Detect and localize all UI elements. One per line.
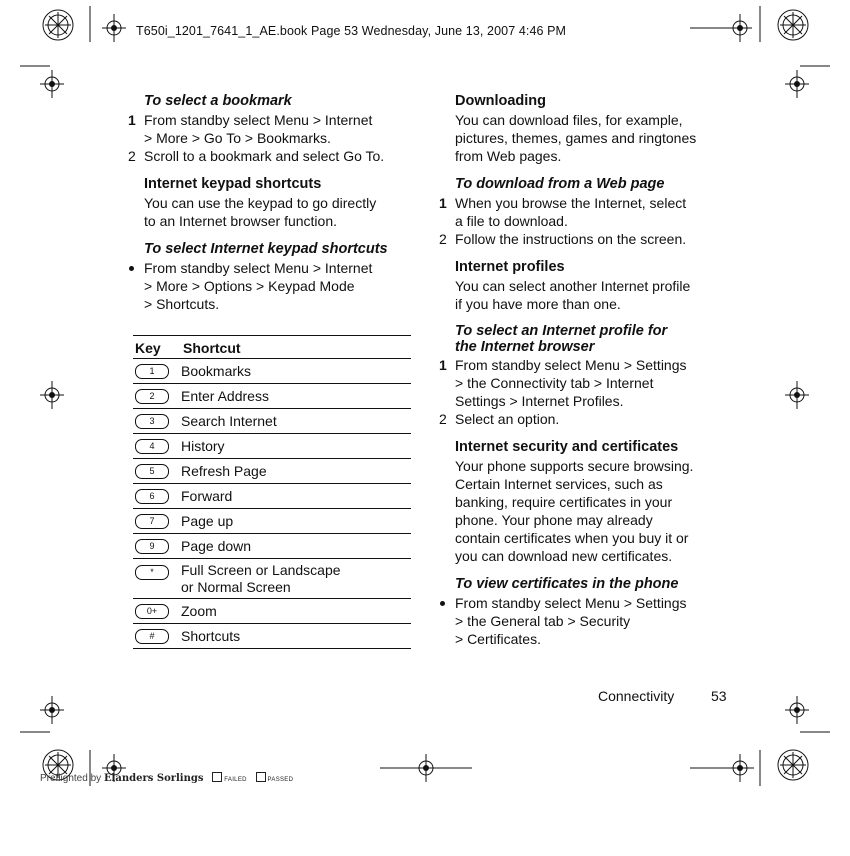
internet-profiles-text: You can select another Internet profile <box>455 278 691 294</box>
key-star-icon: * <box>135 565 169 580</box>
table-row <box>133 599 411 624</box>
security-text: banking, require certificates in your <box>455 494 673 510</box>
file-info-header: T650i_1201_7641_1_AE.book Page 53 Wednesday, June 13, 2007 4:46 PM <box>136 24 567 38</box>
select-keypad-shortcuts-step <box>128 259 418 313</box>
key-hash-icon: # <box>135 629 169 644</box>
key-7-icon: 7 <box>135 514 169 529</box>
shortcut-cell: Zoom <box>181 599 411 624</box>
keypad-shortcuts-text: to an Internet browser function. <box>144 213 337 229</box>
downloading-text: from Web pages. <box>455 148 562 164</box>
shortcut-text: or Normal Screen <box>181 579 291 595</box>
left-column <box>128 92 418 313</box>
internet-profiles-text: if you have more than one. <box>455 296 621 312</box>
failed-label: FAILED <box>224 777 247 783</box>
table-row <box>133 384 411 409</box>
download-web-heading: To download from a Web page <box>455 176 665 192</box>
select-bookmark-heading: To select a bookmark <box>144 93 292 109</box>
shortcut-cell: Search Internet <box>181 409 411 434</box>
key-9-icon: 9 <box>135 539 169 554</box>
step-text: > Shortcuts. <box>144 296 220 312</box>
step-number: 1 <box>439 195 447 211</box>
downloading-heading: Downloading <box>455 93 547 109</box>
security-text: Your phone supports secure browsing. <box>455 458 694 474</box>
table-row <box>133 559 411 599</box>
key-5-icon: 5 <box>135 464 169 479</box>
step-text: Settings > Internet Profiles. <box>455 393 624 409</box>
keypad-shortcuts-text: You can use the keypad to go directly <box>144 195 377 211</box>
passed-checkbox-icon <box>256 772 266 782</box>
shortcut-cell: Forward <box>181 484 411 509</box>
shortcut-cell: Page up <box>181 509 411 534</box>
select-profile-step-1 <box>439 356 739 410</box>
select-profile-heading: To select an Internet profile for <box>455 323 668 339</box>
view-certificates-heading: To view certificates in the phone <box>455 576 679 592</box>
view-certificates-step <box>439 594 739 648</box>
step-text: When you browse the Internet, select <box>455 195 687 211</box>
step-number: 2 <box>128 148 136 164</box>
shortcut-cell: Bookmarks <box>181 359 411 384</box>
step-number: 1 <box>439 357 447 373</box>
download-web-step-1 <box>439 194 739 230</box>
step-text: Follow the instructions on the screen. <box>455 231 687 247</box>
passed-label: PASSED <box>267 777 294 783</box>
select-keypad-shortcuts-heading: To select Internet keypad shortcuts <box>144 241 388 257</box>
key-2-icon: 2 <box>135 389 169 404</box>
download-web-step-2 <box>439 230 739 248</box>
step-text: From standby select Menu > Settings <box>455 595 687 611</box>
preflight-stamp <box>40 772 293 784</box>
step-text: > More > Go To > Bookmarks. <box>144 130 331 146</box>
preflight-text: Preflighted by <box>40 773 102 784</box>
step-text: a file to download. <box>455 213 568 229</box>
table-row <box>133 484 411 509</box>
internet-profiles-heading: Internet profiles <box>455 259 565 275</box>
shortcut-table <box>133 335 411 649</box>
key-1-icon: 1 <box>135 364 169 379</box>
step-text: > More > Options > Keypad Mode <box>144 278 355 294</box>
select-bookmark-step-2 <box>128 147 418 165</box>
shortcut-cell: Enter Address <box>181 384 411 409</box>
key-0-icon: 0+ <box>135 604 169 619</box>
page-number: 53 <box>711 688 727 704</box>
select-profile-heading-line2: the Internet browser <box>455 339 595 355</box>
step-text: From standby select Menu > Settings <box>455 357 687 373</box>
bullet-icon <box>440 601 445 606</box>
column-header-shortcut: Shortcut <box>181 336 411 359</box>
security-text: contain certificates when you buy it or <box>455 530 689 546</box>
right-column <box>439 92 739 648</box>
table-header-row <box>133 336 411 359</box>
step-text: From standby select Menu > Internet <box>144 112 373 128</box>
bullet-icon <box>129 266 134 271</box>
shortcut-cell: Page down <box>181 534 411 559</box>
select-bookmark-step-1 <box>128 111 418 147</box>
step-number: 2 <box>439 411 447 427</box>
shortcut-cell: Shortcuts <box>181 624 411 649</box>
security-text: you can download new certificates. <box>455 548 673 564</box>
key-4-icon: 4 <box>135 439 169 454</box>
section-name: Connectivity <box>598 688 675 704</box>
step-text: From standby select Menu > Internet <box>144 260 373 276</box>
column-header-key: Key <box>133 336 181 359</box>
shortcut-cell: History <box>181 434 411 459</box>
table-row <box>133 624 411 649</box>
failed-checkbox-icon <box>212 772 222 782</box>
table-row <box>133 359 411 384</box>
key-3-icon: 3 <box>135 414 169 429</box>
security-heading: Internet security and certificates <box>455 439 679 455</box>
elanders-logo: Elanders Sorlings <box>103 773 204 784</box>
step-number: 1 <box>128 112 136 128</box>
downloading-text: pictures, themes, games and ringtones <box>455 130 697 146</box>
step-number: 2 <box>439 231 447 247</box>
step-text: > the Connectivity tab > Internet <box>455 375 654 391</box>
shortcut-text: Full Screen or Landscape <box>181 562 341 578</box>
shortcut-cell: Refresh Page <box>181 459 411 484</box>
table-row <box>133 509 411 534</box>
table-row <box>133 409 411 434</box>
step-text: > the General tab > Security <box>455 613 631 629</box>
keypad-shortcuts-heading: Internet keypad shortcuts <box>144 176 322 192</box>
table-row <box>133 534 411 559</box>
select-profile-step-2 <box>439 410 739 428</box>
table-row <box>133 434 411 459</box>
table-row <box>133 459 411 484</box>
shortcut-cell <box>181 559 411 599</box>
security-text: phone. Your phone may already <box>455 512 653 528</box>
key-6-icon: 6 <box>135 489 169 504</box>
downloading-text: You can download files, for example, <box>455 112 683 128</box>
security-text: Certain Internet services, such as <box>455 476 663 492</box>
step-text: Scroll to a bookmark and select Go To. <box>144 148 385 164</box>
step-text: Select an option. <box>455 411 560 427</box>
step-text: > Certificates. <box>455 631 541 647</box>
